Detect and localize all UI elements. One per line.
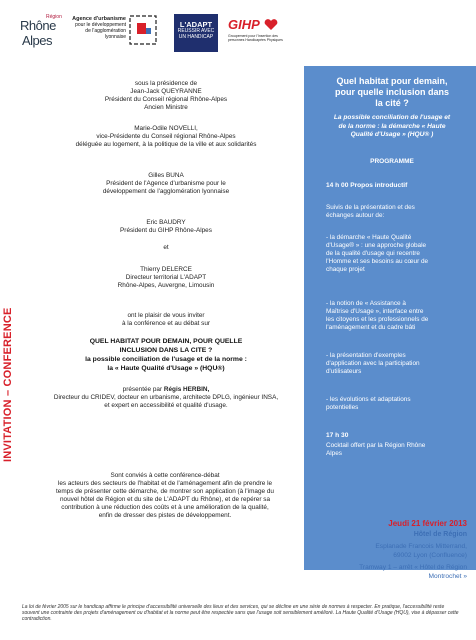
host-line: vice-Présidente du Conseil régional Rhône-Alpes: [96, 133, 236, 140]
region-line1: Rhône: [20, 18, 56, 33]
programme-item-line: potentielles: [326, 404, 359, 411]
agence-square-icon: [128, 14, 158, 46]
presenter-line: [28, 386, 304, 394]
host-name: Gilles BUNA: [148, 172, 184, 179]
programme-item-line: - la présentation d'exemples: [326, 352, 406, 359]
programme-cocktail-line: Alpes: [326, 450, 342, 457]
host-conjunction: et: [163, 244, 169, 251]
programme-item-line: de la qualité d'usage qui recentre: [326, 250, 420, 257]
event-venue: Hôtel de Région: [413, 531, 467, 538]
programme-item-line: - les évolutions et adaptations: [326, 396, 411, 403]
programme-time-cocktail: 17 h 30: [326, 432, 349, 439]
presenter-description: Directeur du CRIDEV, docteur en urbanisme, architecte DPLG, ingénieur INSA,: [53, 394, 279, 401]
event-date: Jeudi 21 février 2013: [388, 519, 467, 528]
presenter-name: Régis HERBIN,: [163, 386, 210, 393]
conference-title: [36, 337, 296, 373]
event-city: 69002 Lyon (Confluence): [393, 552, 467, 559]
invite-line: à la conférence et au débat sur: [121, 320, 211, 327]
adapt-subtitle: REUSSIR AVEC UN HANDICAP: [177, 28, 215, 40]
adapt-name: L'ADAPT: [179, 20, 213, 29]
host-name: Marie-Odile NOVELLI,: [134, 125, 198, 132]
invite-line: ont le plaisir de vous inviter: [127, 312, 205, 319]
gihp-logo: [228, 16, 290, 50]
host-line: Président du Conseil régional Rhône-Alpes: [104, 96, 228, 103]
conference-title-line: QUEL HABITAT POUR DEMAIN, POUR QUELLE: [89, 338, 243, 345]
audience-line: temps de présenter cette démarche, de montrer son application (à l'image du: [56, 488, 274, 495]
presenter-prefix: présentée par: [122, 386, 164, 393]
programme-item-line: - la notion de « Assistance à: [326, 300, 406, 307]
programme-intro-line: échanges autour de:: [326, 212, 385, 219]
presenter-block: [28, 386, 304, 410]
programme-item-line: l'aménagement et du cadre bâti: [326, 324, 416, 331]
host-line: Président du GIHP Rhône-Alpes: [120, 227, 212, 234]
invitation-vertical-title: INVITATION – CONFERENCE: [2, 307, 14, 462]
host-name: Eric BAUDRY: [146, 219, 186, 226]
programme-item-line: d'Usage® » : une approche globale: [326, 242, 427, 249]
programme-item-line: - la démarche « Haute Qualité: [326, 234, 412, 241]
region-small-label: Région: [46, 14, 62, 20]
host-name: Jean-Jack QUEYRANNE: [130, 88, 202, 95]
programme-item-examples: [326, 352, 470, 376]
agence-subtitle: pour le développement de l'agglomération lyonnaise: [75, 22, 126, 40]
agence-title: Agence d'urbanisme: [72, 16, 126, 22]
host-block-president: [36, 80, 296, 112]
gihp-subtitle: Groupement pour l'Insertion des personnes Handicapées Physiques: [228, 34, 283, 42]
panel-subtitle: [312, 114, 472, 140]
footnote: La loi de février 2005 sur le handicap affirme le principe d'accessibilité universelle des lieux et des services, qui se décline en une série de normes à respecter. En pratique, l'accessibilité reste souvent une contrainte des projets d'aménagement ou d'habitat et la norme peut être respectée sans que l'usage soit sensiblement amélioré. La Haute Qualité d'Usage (HQU), vise à dépasser cette contradiction.: [22, 604, 459, 623]
programme-heading: PROGRAMME: [370, 158, 414, 165]
event-tram: Tramway 1 – arrêt « Hôtel de Région: [359, 564, 467, 571]
host-line: sous la présidence de: [134, 80, 198, 87]
programme-intro-line: Suivis de la présentation et des: [326, 204, 415, 211]
presenter-description: et expert en accessibilité et qualité d'usage.: [104, 402, 228, 409]
host-block-vice-president: [36, 125, 296, 149]
host-line: Ancien Ministre: [144, 104, 188, 111]
programme-item-hqu: [326, 234, 470, 274]
panel-title-line: la cité ?: [375, 98, 409, 108]
audience-line: nouvel hôtel de Région et du site de L'ADAPT du Rhône), et de repérer sa: [60, 496, 270, 503]
panel-subtitle-line: Qualité d'Usage » (HQU® ): [350, 131, 434, 138]
event-tram-stop: Montrochet »: [428, 573, 467, 580]
audience-line: enfin de dresser des pistes de développement.: [98, 512, 232, 519]
programme-item-line: les citoyens et les professionnels de: [326, 316, 429, 323]
panel-subtitle-line: de la norme : la démarche « Haute: [338, 122, 446, 130]
panel-title-line: pour quelle inclusion dans: [334, 87, 449, 97]
host-line: Directeur territorial L'ADAPT: [125, 274, 207, 281]
region-line2: Alpes: [22, 33, 53, 48]
audience-block: [30, 472, 300, 520]
audience-line: Sont conviés à cette conférence-débat: [110, 472, 220, 479]
programme-item-line: l'Homme et ses besoins au cœur de: [326, 258, 429, 265]
host-block-agence: [36, 172, 296, 196]
host-line: Président de l'Agence d'urbanisme pour le: [106, 180, 226, 187]
host-line: développement de l'agglomération lyonnaise: [102, 188, 230, 195]
host-name: Thierry DELERCE: [140, 266, 192, 273]
panel-title-line: Quel habitat pour demain,: [336, 76, 448, 86]
heart-icon: [264, 19, 278, 31]
audience-line: contribution à une réduction des coûts et à une amélioration de la qualité,: [61, 504, 269, 511]
conference-title-line: la possible conciliation de l'usage et de la norme :: [85, 356, 247, 363]
programme-item-line: d'application avec la participation: [326, 360, 420, 367]
panel-title: [312, 76, 472, 109]
region-rhone-alpes-logo: [20, 14, 64, 50]
host-line: Rhône-Alpes, Auvergne, Limousin: [117, 282, 215, 289]
programme-time-intro: 14 h 00 Propos introductif: [326, 182, 408, 189]
programme-item-amu: [326, 300, 470, 332]
audience-line: les acteurs des secteurs de l'habitat et de l'aménagement afin de prendre le: [57, 480, 273, 487]
programme-item-line: d'utilisateurs: [326, 368, 362, 375]
programme-intro: [326, 204, 470, 220]
agence-urbanisme-logo: [70, 16, 126, 56]
conference-title-line: la « Haute Qualité d'Usage » (HQU®): [107, 365, 225, 372]
host-block-adapt: [36, 266, 296, 290]
panel-subtitle-line: La possible conciliation de l'usage et: [333, 114, 451, 121]
conference-title-line: INCLUSION DANS LA CITE ?: [119, 347, 213, 354]
programme-item-evolutions: [326, 396, 470, 412]
invite-text: [36, 312, 296, 328]
gihp-name: GIHP: [228, 17, 260, 32]
adapt-logo: [174, 14, 218, 52]
programme-item-line: Maîtrise d'Usage », interface entre: [326, 308, 424, 315]
programme-cocktail-line: Cocktail offert par la Région Rhône: [326, 442, 426, 449]
programme-cocktail: [326, 442, 470, 458]
programme-item-line: chaque projet: [326, 266, 365, 273]
host-line: déléguée au logement, à la politique de la ville et aux solidarités: [75, 141, 257, 148]
event-address: Esplanade Francois Mitterrand,: [375, 543, 467, 550]
host-block-gihp: [36, 219, 296, 235]
